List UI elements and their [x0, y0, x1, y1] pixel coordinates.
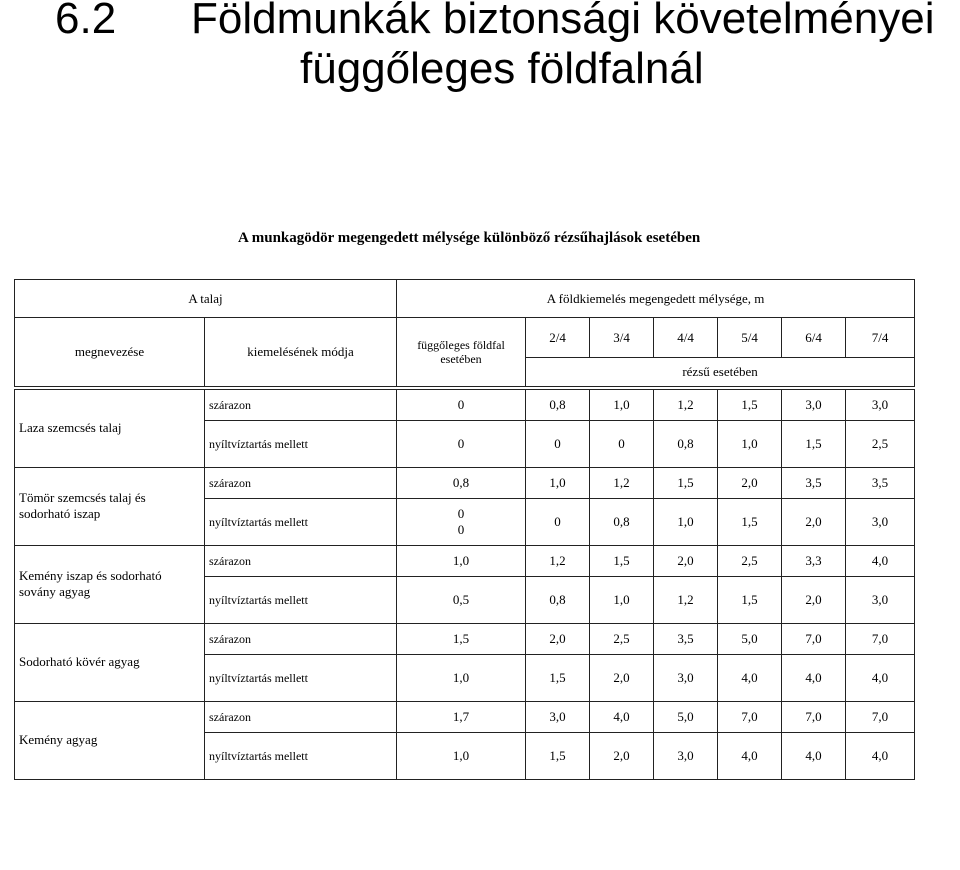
slope-depth-value: 2,5: [846, 420, 915, 467]
vertical-wall-depth: 1,7: [397, 701, 526, 732]
soil-depth-table: [14, 279, 915, 780]
slope-depth-value: 5,0: [718, 623, 782, 654]
soil-name: Tömör szemcsés talaj és sodorható iszap: [15, 467, 205, 545]
slope-depth-value: 1,5: [590, 545, 654, 576]
excavation-method: szárazon: [205, 467, 397, 498]
title-line-2: függőleges földfalnál: [300, 44, 704, 93]
slope-depth-value: 2,0: [782, 576, 846, 623]
vertical-wall-depth: 1,0: [397, 654, 526, 701]
slope-depth-value: 1,5: [654, 467, 718, 498]
slope-depth-value: 3,0: [654, 654, 718, 701]
header-slope: 5/4: [718, 318, 782, 358]
vertical-wall-depth: 1,5: [397, 623, 526, 654]
slope-depth-value: 2,5: [590, 623, 654, 654]
slope-depth-value: 4,0: [718, 654, 782, 701]
slope-depth-value: 1,5: [718, 388, 782, 421]
slope-depth-value: 1,2: [590, 467, 654, 498]
slope-depth-value: 7,0: [718, 701, 782, 732]
slope-depth-value: 0: [526, 420, 590, 467]
header-group-soil: A talaj: [15, 280, 397, 318]
title-line-1: Földmunkák biztonsági követelményei: [191, 0, 935, 43]
header-slope: 7/4: [846, 318, 915, 358]
slope-depth-value: 0: [590, 420, 654, 467]
slope-depth-value: 1,0: [526, 467, 590, 498]
slope-depth-value: 1,0: [718, 420, 782, 467]
slope-depth-value: 7,0: [846, 701, 915, 732]
vertical-wall-depth: 1,0: [397, 545, 526, 576]
slope-depth-value: 3,0: [846, 498, 915, 545]
excavation-method: nyíltvíztartás mellett: [205, 498, 397, 545]
slope-depth-value: 4,0: [846, 654, 915, 701]
slope-depth-value: 3,5: [782, 467, 846, 498]
table-row: [15, 388, 915, 421]
excavation-method: nyíltvíztartás mellett: [205, 576, 397, 623]
slope-depth-value: 1,5: [526, 654, 590, 701]
slope-depth-value: 0,8: [526, 388, 590, 421]
slope-depth-value: 7,0: [782, 701, 846, 732]
header-slope: 2/4: [526, 318, 590, 358]
vertical-wall-depth: 0 0: [397, 498, 526, 545]
header-group-depth: A földkiemelés megengedett mélysége, m: [397, 280, 915, 318]
header-vertical-wall: függőleges földfal esetében: [397, 318, 526, 388]
slope-depth-value: 4,0: [590, 701, 654, 732]
excavation-method: nyíltvíztartás mellett: [205, 732, 397, 779]
vertical-wall-depth: 0: [397, 420, 526, 467]
header-soil-name: megnevezése: [15, 318, 205, 388]
slope-depth-value: 1,5: [526, 732, 590, 779]
vertical-wall-depth: 0: [397, 388, 526, 421]
slope-depth-value: 3,0: [846, 388, 915, 421]
slope-depth-value: 2,0: [782, 498, 846, 545]
soil-name: Sodorható kövér agyag: [15, 623, 205, 701]
slope-depth-value: 1,2: [526, 545, 590, 576]
slope-depth-value: 7,0: [846, 623, 915, 654]
slope-depth-value: 2,0: [590, 732, 654, 779]
slope-depth-value: 4,0: [782, 654, 846, 701]
section-number: 6.2: [55, 0, 117, 43]
slope-depth-value: 2,0: [718, 467, 782, 498]
slope-depth-value: 1,5: [718, 498, 782, 545]
soil-name: Kemény agyag: [15, 701, 205, 779]
header-method: kiemelésének módja: [205, 318, 397, 388]
slope-depth-value: 3,0: [846, 576, 915, 623]
slope-depth-value: 4,0: [718, 732, 782, 779]
slope-depth-value: 7,0: [782, 623, 846, 654]
slope-depth-value: 0,8: [590, 498, 654, 545]
table-row: [15, 623, 915, 654]
slope-depth-value: 3,5: [654, 623, 718, 654]
excavation-method: szárazon: [205, 388, 397, 421]
slope-depth-value: 3,0: [782, 388, 846, 421]
slope-depth-value: 1,5: [718, 576, 782, 623]
slope-depth-value: 0: [526, 498, 590, 545]
soil-name: Kemény iszap és sodorható sovány agyag: [15, 545, 205, 623]
slope-depth-value: 5,0: [654, 701, 718, 732]
table-row: [15, 467, 915, 498]
excavation-method: szárazon: [205, 623, 397, 654]
slope-depth-value: 2,0: [526, 623, 590, 654]
slope-depth-value: 4,0: [782, 732, 846, 779]
slope-depth-value: 1,2: [654, 388, 718, 421]
slope-depth-value: 0,8: [654, 420, 718, 467]
excavation-method: szárazon: [205, 545, 397, 576]
header-slope: 3/4: [590, 318, 654, 358]
slide-title: [55, 0, 955, 94]
slope-depth-value: 4,0: [846, 732, 915, 779]
slope-depth-value: 4,0: [846, 545, 915, 576]
excavation-method: nyíltvíztartás mellett: [205, 654, 397, 701]
slope-depth-value: 3,3: [782, 545, 846, 576]
header-slope-subheader: rézsű esetében: [526, 358, 915, 388]
excavation-method: nyíltvíztartás mellett: [205, 420, 397, 467]
excavation-method: szárazon: [205, 701, 397, 732]
slope-depth-value: 1,5: [782, 420, 846, 467]
header-slope: 4/4: [654, 318, 718, 358]
table-row: [15, 701, 915, 732]
slope-depth-value: 1,0: [590, 576, 654, 623]
vertical-wall-depth: 0,8: [397, 467, 526, 498]
soil-name: Laza szemcsés talaj: [15, 388, 205, 468]
table-caption: A munkagödör megengedett mélysége különböző rézsűhajlások esetében: [238, 230, 701, 246]
slope-depth-value: 2,5: [718, 545, 782, 576]
vertical-wall-depth: 0,5: [397, 576, 526, 623]
slope-depth-value: 0,8: [526, 576, 590, 623]
slope-depth-value: 3,0: [654, 732, 718, 779]
slope-depth-value: 1,0: [590, 388, 654, 421]
slope-depth-value: 1,2: [654, 576, 718, 623]
header-slope: 6/4: [782, 318, 846, 358]
slope-depth-value: 3,0: [526, 701, 590, 732]
slope-depth-value: 2,0: [654, 545, 718, 576]
vertical-wall-depth: 1,0: [397, 732, 526, 779]
slope-depth-value: 2,0: [590, 654, 654, 701]
slope-depth-value: 1,0: [654, 498, 718, 545]
table-row: [15, 545, 915, 576]
slope-depth-value: 3,5: [846, 467, 915, 498]
